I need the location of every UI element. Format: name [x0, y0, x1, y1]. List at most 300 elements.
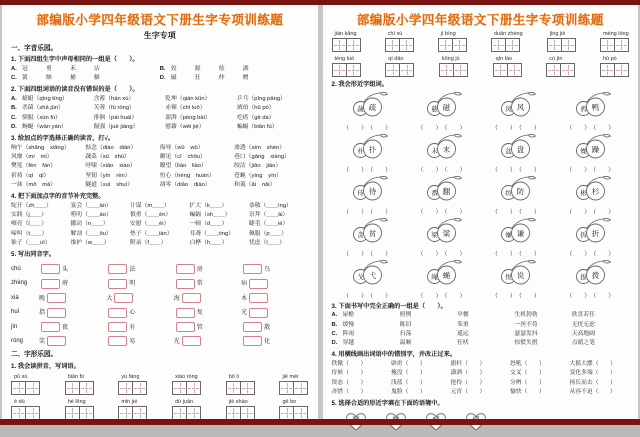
correction-blank[interactable]: （ ）	[521, 361, 545, 368]
correction-blank[interactable]: （ ）	[592, 370, 616, 377]
homophone-given-char: 头	[62, 266, 69, 273]
word-item[interactable]: 和蔼（ǎi nǎi）	[234, 181, 276, 188]
correction-blank[interactable]: （ ）	[343, 361, 367, 368]
typo-word: 鬼脸	[391, 388, 403, 395]
typo-word: 抢拎	[450, 379, 463, 386]
typo-item	[332, 379, 392, 388]
word-blank[interactable]: （ ）（ ）	[417, 167, 469, 174]
correction-blank[interactable]: （ ）	[462, 379, 486, 386]
word-item[interactable]: 呼啸（xiāo xiào）	[85, 163, 136, 170]
correction-blank[interactable]: （ ）	[402, 361, 426, 368]
correction-blank[interactable]: （ ）	[592, 379, 616, 386]
word-item[interactable]: 嘹亮（l＿＿）	[11, 221, 48, 228]
answer-box[interactable]	[249, 308, 268, 318]
word-item[interactable]: 解剖（＿＿ōu）	[70, 230, 112, 237]
q1-heading: 1. 下面四组生字中声母相同的一组是（ ）。	[11, 56, 139, 64]
writing-grid-cell[interactable]	[399, 64, 413, 76]
bottom-border-bar	[0, 419, 640, 425]
cherry-pair-icon	[497, 175, 537, 206]
candidate-char: 赠	[242, 75, 249, 82]
writing-grid-cell[interactable]	[25, 382, 39, 394]
word-blank[interactable]: （ ）（ ）	[491, 209, 543, 216]
pinyin-label: biān fú	[67, 374, 85, 381]
typo-word: 铁锨	[331, 361, 344, 368]
writing-grid-cell[interactable]	[293, 382, 307, 394]
word-item[interactable]: 锥子（＿＿uī）	[11, 239, 51, 246]
homophone-item	[39, 336, 106, 346]
svg-text:拆: 拆	[580, 231, 587, 239]
word-blank[interactable]: （ ）（ ）	[343, 209, 395, 216]
similar-char-pair	[555, 91, 629, 132]
pinyin-label: bō li	[228, 374, 239, 381]
option-label: A.	[11, 96, 17, 103]
right-page-content	[332, 31, 630, 437]
correction-blank[interactable]: （ ）	[343, 379, 367, 386]
word-blank[interactable]: （ ）（ ）	[343, 293, 395, 300]
writing-grid-cell[interactable]	[79, 382, 93, 394]
correction-blank[interactable]: （ ）	[462, 388, 486, 395]
word-item[interactable]: 皎洁（jiǎo jiáo）	[234, 163, 282, 170]
writing-grid-cell[interactable]	[280, 382, 293, 394]
word-item: 倔强（juè jiàng）	[93, 123, 139, 130]
correction-blank[interactable]: （ ）	[462, 370, 486, 377]
word-item: 赤裸（chì luǒ）	[165, 105, 206, 112]
writing-grid-cell[interactable]	[173, 407, 186, 419]
pinyin-label: qí dǎo	[388, 56, 404, 62]
q2-option-A	[11, 95, 309, 104]
word-item[interactable]: 白桦（h＿＿）	[189, 239, 228, 246]
word-blank[interactable]: （ ）（ ）	[491, 293, 543, 300]
word-item[interactable]: 恭敬（＿＿ìng）	[249, 202, 292, 209]
writing-grid-cell[interactable]	[280, 407, 293, 419]
word-blank[interactable]: （ ）（ ）	[343, 125, 395, 132]
similar-char-row-5	[332, 259, 630, 300]
word-item[interactable]: 崇拜（＿＿ài）	[249, 212, 289, 219]
svg-text:绳: 绳	[431, 273, 438, 281]
homophone-row-chú	[11, 264, 309, 274]
svg-text:戈: 戈	[356, 273, 364, 281]
word-item[interactable]: 扩大（k＿＿）	[189, 202, 228, 209]
typo-word: 从容不迫	[569, 388, 593, 395]
homophone-row-huī	[11, 307, 309, 317]
homophone-pinyin: zhèng	[11, 280, 28, 287]
answer-box[interactable]	[176, 322, 195, 332]
candidate-char: 洁	[94, 65, 100, 72]
answer-box[interactable]	[114, 293, 133, 303]
pinyin-grid-item	[547, 31, 576, 52]
typo-word: 怒吼	[510, 361, 522, 368]
svg-text:嫌: 嫌	[505, 231, 513, 239]
answer-box[interactable]	[108, 308, 127, 318]
homophone-given-char: 明	[129, 281, 136, 288]
word-item: 蝙蝠（biān fú）	[236, 123, 278, 130]
word-blank[interactable]: （ ）（ ）	[343, 251, 395, 258]
writing-grid-cell[interactable]	[453, 64, 467, 76]
word-blank[interactable]: （ ）（ ）	[491, 125, 543, 132]
homophone-item	[174, 307, 241, 317]
syllable-fill-row-4	[11, 230, 309, 239]
pinyin-label: qín láo	[495, 56, 513, 62]
similar-char-pair	[332, 175, 406, 216]
writing-grid-cell[interactable]	[240, 382, 254, 394]
worksheet-subtitle: 生字专项	[143, 31, 176, 40]
word-blank[interactable]: （ ）（ ）	[566, 125, 618, 132]
correction-blank[interactable]: （ ）	[402, 379, 426, 386]
answer-box[interactable]	[182, 293, 201, 303]
option-label: B.	[11, 105, 17, 112]
cherry-pair-icon	[572, 91, 612, 122]
word-item[interactable]: 耳聋（＿＿óng）	[189, 230, 234, 237]
word-item: 笨重	[457, 321, 469, 328]
word-item[interactable]: 晌午（shǎng xiǎng）	[11, 144, 70, 151]
svg-text:翻: 翻	[442, 186, 451, 196]
writing-grid-cell[interactable]	[386, 39, 399, 51]
correction-blank[interactable]: （ ）	[592, 388, 616, 395]
word-item[interactable]: 睫毛（＿＿ié）	[249, 221, 289, 228]
writing-grid-cell[interactable]	[614, 64, 628, 76]
answer-box[interactable]	[243, 336, 262, 346]
word-item[interactable]: 慎重（＿＿èn）	[130, 212, 172, 219]
word-item[interactable]: 唠叨（＿＿áo）	[70, 212, 112, 219]
writing-grid-cell[interactable]	[561, 39, 575, 51]
writing-grid-cell[interactable]	[505, 39, 519, 51]
homophone-pinyin: róng	[11, 338, 24, 345]
typo-item	[570, 369, 630, 378]
similar-char-pair	[406, 259, 480, 300]
answer-box[interactable]	[176, 264, 195, 274]
word-item[interactable]: 垫子（＿＿iàn）	[130, 230, 173, 237]
word-item[interactable]: 祈祷（qí qǐ）	[11, 172, 50, 179]
svg-text:折: 折	[591, 228, 600, 238]
word-item[interactable]: 一抹（mǒ mā）	[11, 181, 57, 188]
word-item[interactable]: 风靡（mí mǐ）	[11, 154, 53, 161]
cherry-pair-icon	[497, 259, 537, 290]
option-label: A.	[331, 312, 338, 319]
correction-blank[interactable]: （ ）	[402, 370, 426, 377]
correction-blank[interactable]: （ ）	[521, 379, 545, 386]
word-item[interactable]: 维护（w＿＿）	[70, 239, 110, 246]
pinyin-label: hǔ pò	[602, 56, 617, 62]
word-item[interactable]: 凋零（diāo diào）	[159, 181, 211, 188]
writing-grid-cell[interactable]	[494, 64, 507, 76]
writing-grid-cell[interactable]	[25, 407, 39, 419]
word-blank[interactable]: （ ）（ ）	[566, 293, 618, 300]
homophone-pinyin: chú	[11, 266, 21, 273]
homophone-item	[174, 293, 241, 303]
word-item[interactable]: 实践（j＿＿）	[11, 212, 48, 219]
word-item[interactable]: 巷口（gǎng xiàng）	[234, 154, 290, 161]
correction-blank[interactable]: （ ）	[402, 388, 426, 395]
writing-grid-cell[interactable]	[440, 64, 453, 76]
writing-grid	[226, 381, 255, 395]
pinyin-grid-item	[600, 31, 629, 52]
writing-grid-cell[interactable]	[12, 382, 25, 394]
q3r-option-A	[332, 311, 630, 320]
option-label: C.	[331, 330, 338, 337]
svg-text:杉: 杉	[591, 186, 600, 196]
answer-box[interactable]	[182, 336, 201, 346]
word-item[interactable]: 附录（f＿＿）	[130, 239, 167, 246]
similar-char-row-1	[332, 91, 630, 132]
answer-box[interactable]	[243, 264, 262, 274]
word-item: 澎湃（péng bài）	[165, 114, 211, 121]
pinyin-grid-item	[279, 374, 308, 395]
writing-grid-cell[interactable]	[119, 382, 132, 394]
homophone-row-xiá	[11, 293, 309, 303]
writing-grid-cell[interactable]	[399, 39, 413, 51]
answer-box[interactable]	[249, 293, 268, 303]
homophone-pinyin: xiá	[11, 294, 19, 301]
pinyin-label: cù jìn	[549, 56, 563, 62]
correction-blank[interactable]: （ ）	[521, 370, 545, 377]
cherry-pair-icon	[423, 175, 463, 206]
answer-box[interactable]	[176, 279, 195, 289]
correction-blank[interactable]: （ ）	[462, 361, 486, 368]
writing-grid-cell[interactable]	[173, 382, 186, 394]
pinyin-grid-item	[439, 56, 468, 77]
answer-box[interactable]	[47, 308, 66, 318]
pinyin-label: kǒng jù	[441, 56, 460, 62]
syllable-fill-row-2	[11, 211, 309, 220]
svg-text:悦: 悦	[505, 273, 513, 281]
word-blank[interactable]: （ ）（ ）	[566, 209, 618, 216]
word-item[interactable]: 坚韧（yìn rèn）	[85, 172, 131, 179]
word-item[interactable]: 隧道（suì shuì）	[85, 181, 134, 188]
word-blank[interactable]: （ ）（ ）	[491, 251, 543, 258]
answer-box[interactable]	[108, 264, 127, 274]
svg-text:磁: 磁	[442, 102, 451, 112]
homophone-row-jìn	[11, 322, 309, 332]
typo-item	[391, 360, 451, 369]
answer-box[interactable]	[108, 279, 127, 289]
writing-grid-cell[interactable]	[346, 64, 360, 76]
writing-grid-cell[interactable]	[333, 39, 346, 51]
homophone-given-char: 海	[173, 295, 180, 302]
writing-grid-cell[interactable]	[186, 382, 200, 394]
writing-grid-cell[interactable]	[186, 407, 200, 419]
candidate-char: 簧	[22, 75, 28, 82]
typo-item	[570, 379, 630, 388]
writing-grid-cell[interactable]	[66, 407, 79, 419]
homophone-item	[174, 264, 241, 274]
option-label: B.	[159, 65, 166, 72]
answer-box[interactable]	[243, 322, 262, 332]
word-item[interactable]: 瞅见（cī chǒu）	[159, 154, 206, 161]
word-blank[interactable]: （ ）（ ）	[566, 167, 618, 174]
answer-box[interactable]	[176, 308, 195, 318]
word-item[interactable]: 樊笼（fén fán）	[11, 163, 57, 170]
svg-text:拔: 拔	[580, 273, 587, 281]
typo-word: 侍候	[331, 370, 344, 377]
word-item[interactable]: 忧虑（l＿＿）	[249, 239, 286, 246]
word-blank[interactable]: （ ）（ ）	[417, 209, 469, 216]
homophone-item	[106, 293, 173, 303]
writing-grid-cell[interactable]	[12, 407, 25, 419]
homophone-given-char: 有	[129, 324, 136, 331]
word-item[interactable]: 惦念（diào diàn）	[85, 144, 137, 151]
writing-grid-cell[interactable]	[548, 39, 561, 51]
pinyin-label: jǐng jiè	[549, 31, 566, 37]
word-item: 琥珀（hǔ pò）	[236, 105, 275, 112]
writing-grid-cell[interactable]	[79, 407, 93, 419]
homophone-item	[241, 322, 308, 332]
similar-char-pair	[480, 259, 554, 300]
writing-grid-cell[interactable]	[614, 39, 628, 51]
q1-option-B	[160, 65, 309, 74]
writing-grid-cell[interactable]	[346, 39, 360, 51]
svg-text:疏: 疏	[368, 102, 376, 112]
answer-box[interactable]	[41, 279, 60, 289]
pinyin-grid-item	[65, 374, 94, 395]
writing-grid-cell[interactable]	[240, 407, 254, 419]
word-item[interactable]: 蝙蝠（sh＿＿）	[189, 212, 231, 219]
pinyin-grid-item	[65, 399, 94, 420]
svg-text:番: 番	[431, 189, 438, 197]
writing-grid-cell[interactable]	[452, 39, 466, 51]
homophone-pinyin: huī	[11, 309, 20, 316]
word-item: 屋檐	[342, 312, 355, 319]
answer-box[interactable]	[41, 322, 60, 332]
answer-box[interactable]	[47, 293, 66, 303]
word-blank[interactable]: （ ）（ ）	[343, 167, 395, 174]
correction-blank[interactable]: （ ）	[343, 388, 367, 395]
word-item: 杀菌（shā jūn）	[22, 105, 64, 112]
answer-box[interactable]	[41, 264, 60, 274]
svg-text:鸦: 鸦	[580, 105, 587, 113]
answer-box[interactable]	[249, 279, 268, 289]
word-item[interactable]: 计谋（m＿＿）	[130, 202, 170, 209]
writing-grid	[491, 38, 520, 52]
typo-row-3	[332, 379, 630, 388]
writing-grid-cell[interactable]	[132, 407, 146, 419]
option-label: B.	[331, 321, 338, 328]
option-label: D.	[331, 340, 338, 347]
writing-grid-cell[interactable]	[227, 407, 240, 419]
word-blank[interactable]: （ ）（ ）	[417, 251, 469, 258]
word-item[interactable]: 佩服（p＿＿）	[249, 230, 288, 237]
word-item[interactable]: 恒心（héng huán）	[159, 172, 215, 179]
homophone-given-char: 法	[129, 266, 136, 273]
word-item[interactable]: 安慰（＿＿èi）	[130, 221, 170, 228]
writing-grid-cell[interactable]	[333, 64, 346, 76]
word-item[interactable]: 瞭望（liáo liào）	[159, 163, 207, 170]
word-item[interactable]: 侮辱（wǔ wū）	[159, 144, 204, 151]
word-item[interactable]: 一顿（d＿＿）	[189, 221, 228, 228]
word-item[interactable]: 挪动（n＿＿）	[70, 221, 109, 228]
cherry-pair-icon	[497, 133, 537, 164]
word-item[interactable]: 宴会（＿＿àn）	[70, 202, 112, 209]
writing-grid-cell[interactable]	[66, 382, 79, 394]
homophone-given-char: 光	[173, 338, 180, 345]
candidate-char: 仲	[218, 75, 225, 82]
word-item[interactable]: 绽开（zh＿＿）	[11, 202, 52, 209]
word-item[interactable]: 苍蝇（yíng yín）	[234, 172, 282, 179]
svg-text:末: 末	[442, 144, 451, 154]
homophone-item	[39, 307, 106, 317]
svg-text:弋: 弋	[368, 270, 376, 280]
writing-grid-cell[interactable]	[119, 407, 132, 419]
writing-grid-cell[interactable]	[132, 382, 146, 394]
syllable-fill-row-5	[11, 239, 309, 248]
similar-char-pair	[555, 175, 629, 216]
writing-grid-cell[interactable]	[560, 64, 574, 76]
word-blank[interactable]: （ ）（ ）	[491, 167, 543, 174]
word-item[interactable]: 啼叫（t＿＿）	[11, 230, 48, 237]
svg-text:凤: 凤	[505, 105, 513, 113]
similar-char-pair	[555, 259, 629, 300]
writing-grid-cell[interactable]	[601, 64, 614, 76]
homophone-item	[241, 293, 308, 303]
q4-heading: 4. 把下面加点字的音节补充完整。	[11, 193, 105, 201]
answer-box[interactable]	[108, 322, 127, 332]
typo-item	[451, 360, 511, 369]
pinyin-grid-item	[226, 374, 255, 395]
writing-grid-cell[interactable]	[293, 407, 307, 419]
option-label: D.	[159, 75, 166, 82]
pinyin-label: è dú	[14, 399, 25, 406]
homophone-given-char: 易	[129, 338, 136, 345]
pinyin-grid-item	[438, 31, 467, 52]
word-blank[interactable]: （ ）（ ）	[417, 125, 469, 132]
cherry-pair-icon	[423, 217, 463, 248]
q3r-option-C	[332, 330, 630, 339]
correction-blank[interactable]: （ ）	[343, 370, 367, 377]
writing-grid	[279, 381, 308, 395]
typo-item	[332, 360, 392, 369]
pinyin-grid-item	[385, 56, 414, 77]
word-item[interactable]: 蔬菜（sū shū）	[85, 154, 130, 161]
typo-item	[570, 388, 630, 397]
q3r-option-D	[332, 339, 630, 348]
q5-heading: 5. 写出同音字。	[11, 251, 56, 259]
pinyin-grid-item	[172, 374, 201, 395]
homophone-item	[39, 322, 106, 332]
homophone-given-char: 大	[106, 295, 113, 302]
q1-option-A	[11, 65, 160, 74]
svg-text:彬: 彬	[580, 189, 587, 197]
correction-blank[interactable]: （ ）	[521, 388, 545, 395]
writing-grid-cell[interactable]	[547, 64, 560, 76]
cherry-pair-icon	[423, 133, 463, 164]
pinyin-grid-item	[226, 399, 255, 420]
svg-text:扑: 扑	[368, 144, 376, 154]
svg-text:纺: 纺	[505, 189, 513, 197]
svg-text:贪: 贪	[356, 231, 364, 239]
similar-char-pair	[406, 175, 480, 216]
word-item: 照例	[399, 312, 412, 319]
writing-grid-cell[interactable]	[227, 382, 240, 394]
cherry-pair-icon	[349, 91, 389, 122]
cherry-pair-icon	[423, 91, 463, 122]
writing-grid-cell[interactable]	[386, 64, 399, 76]
pinyin-grid-item	[172, 399, 201, 420]
svg-text:慈: 慈	[431, 105, 438, 113]
homophone-row-zhèng	[11, 278, 309, 288]
pinyin-grid-item	[332, 31, 361, 52]
word-blank[interactable]: （ ）（ ）	[417, 293, 469, 300]
word-blank[interactable]: （ ）（ ）	[566, 251, 618, 258]
writing-grid-cell[interactable]	[507, 64, 521, 76]
pinyin-label: jiè shào	[228, 399, 248, 406]
writing-grid-cell[interactable]	[601, 39, 614, 51]
word-item[interactable]: 渗透（sèn shèn）	[234, 144, 286, 151]
answer-box[interactable]	[47, 336, 66, 346]
writing-grid-cell[interactable]	[492, 39, 505, 51]
page-right	[323, 5, 639, 419]
correction-blank[interactable]: （ ）	[592, 361, 616, 368]
answer-box[interactable]	[108, 336, 127, 346]
writing-grid-cell[interactable]	[439, 39, 452, 51]
